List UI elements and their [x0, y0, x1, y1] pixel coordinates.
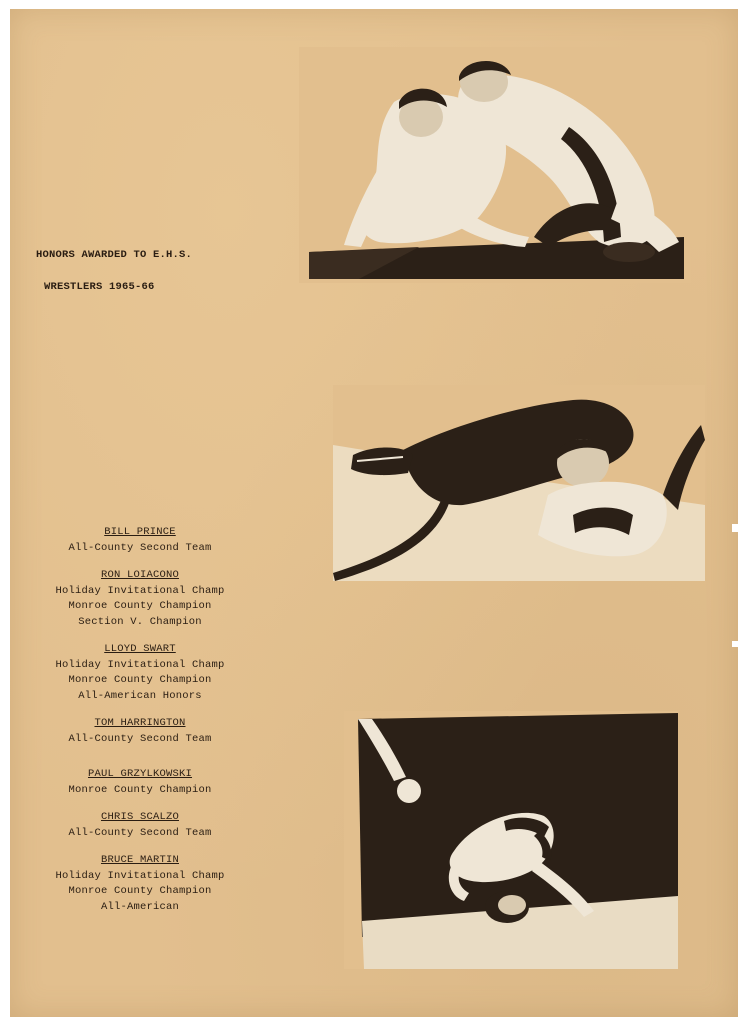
honor-line: Holiday Invitational Champ [55, 869, 225, 882]
honor-entry [30, 767, 250, 798]
honor-entry [30, 716, 250, 747]
wrestling-photo-3 [344, 711, 678, 969]
wrestler-name: RON LOIACONO [100, 569, 179, 581]
honor-entry [30, 810, 250, 841]
honor-entry [30, 642, 250, 704]
paper-edge-nick [732, 641, 738, 647]
honor-entry [30, 525, 250, 556]
honor-line: All-County Second Team [68, 826, 212, 839]
honor-line: Monroe County Champion [68, 674, 212, 686]
honor-entry [30, 853, 250, 915]
honor-line: All-County Second Team [68, 541, 212, 554]
honor-line: All-American [100, 900, 179, 913]
honors-list [30, 525, 250, 915]
wrestler-name: LLOYD SWART [104, 643, 176, 655]
scrapbook-page [10, 9, 738, 1017]
wrestler-name: BRUCE MARTIN [100, 854, 179, 866]
page-title-line-2: WRESTLERS 1965-66 [44, 281, 155, 293]
wrestler-name: BILL PRINCE [104, 526, 176, 538]
wrestling-photo-2 [333, 385, 705, 581]
wrestler-name: TOM HARRINGTON [94, 717, 186, 729]
honor-line: All-County Second Team [68, 732, 212, 745]
honor-line: All-American Honors [78, 689, 202, 702]
paper-edge-nick [732, 524, 738, 532]
wrestler-name: PAUL GRZYLKOWSKI [87, 768, 193, 780]
page-title-line-1: HONORS AWARDED TO E.H.S. [36, 249, 193, 261]
wrestler-name: CHRIS SCALZO [100, 811, 179, 823]
honor-line: Monroe County Champion [68, 885, 212, 897]
honor-entry [30, 568, 250, 630]
honor-line: Holiday Invitational Champ [55, 658, 225, 671]
honor-line: Section V. Champion [78, 615, 202, 628]
honor-line: Monroe County Champion [68, 600, 212, 612]
honor-line: Holiday Invitational Champ [55, 584, 225, 597]
wrestling-photo-1 [299, 47, 691, 283]
honor-line: Monroe County Champion [68, 783, 212, 796]
